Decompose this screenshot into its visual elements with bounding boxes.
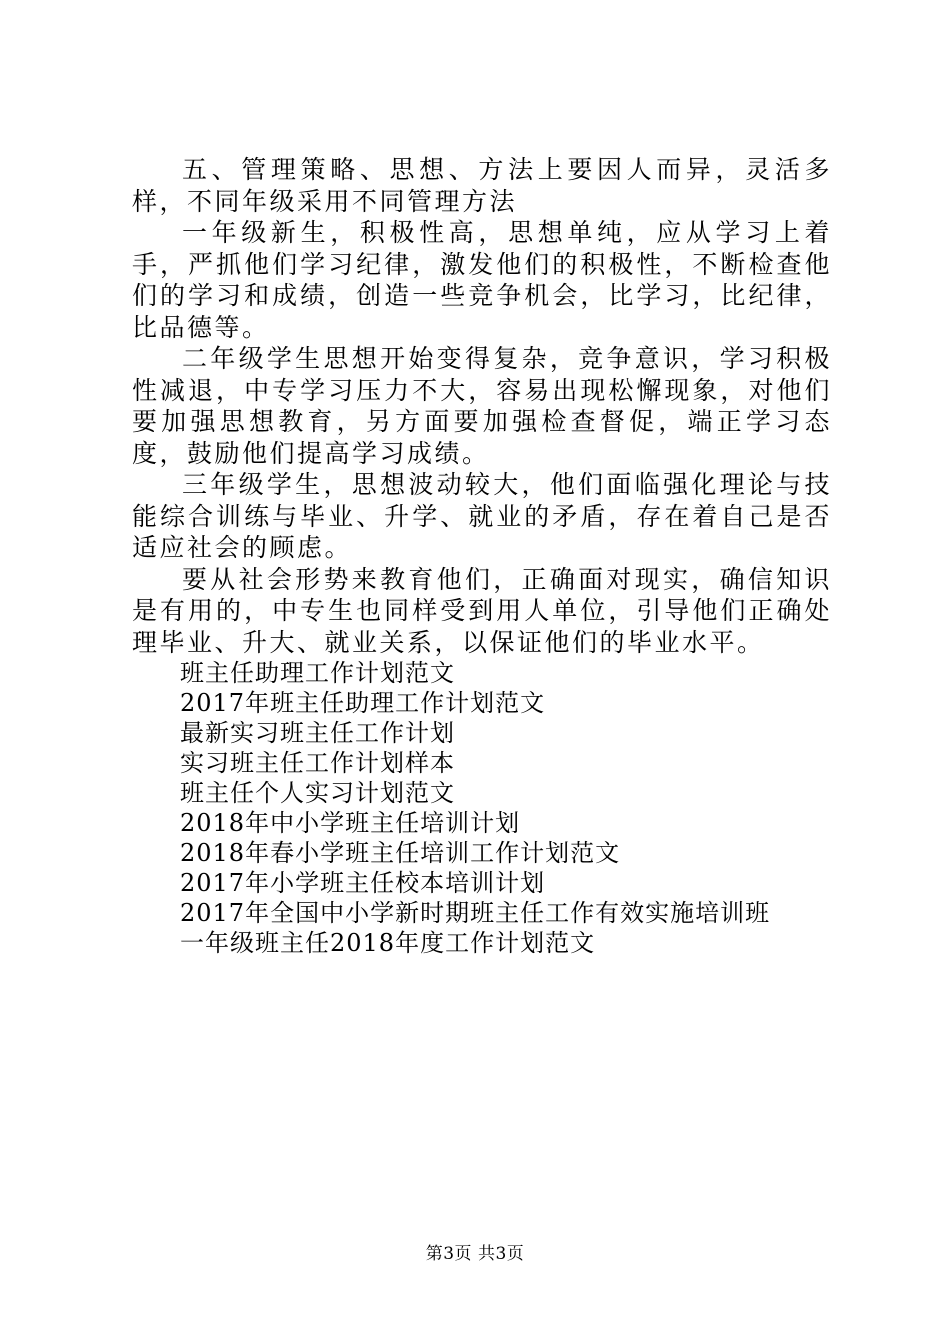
- list-item: 实习班主任工作计划样本: [180, 749, 455, 777]
- page-footer: 第3页 共3页: [425, 1244, 525, 1264]
- list-item: 2017年班主任助理工作计划范文: [180, 689, 546, 717]
- paragraph-third-year: 三年级学生，思想波动较大，他们面临强化理论与技能综合训练与毕业、升学、就业的矛盾，存在着自己是否适应社会的顾虑。: [132, 470, 832, 562]
- related-titles-list: [132, 658, 832, 958]
- list-item: 2017年全国中小学新时期班主任工作有效实施培训班: [180, 899, 771, 927]
- paragraph-first-year: 一年级新生，积极性高，思想单纯，应从学习上着手，严抓他们学习纪律，激发他们的积极性，不断检查他们的学习和成绩，创造一些竞争机会，比学习，比纪律，比品德等。: [132, 218, 832, 342]
- paragraph-management-strategy: 五、管理策略、思想、方法上要因人而异，灵活多样，不同年级采用不同管理方法: [132, 155, 832, 216]
- list-item: 一年级班主任2018年度工作计划范文: [180, 929, 596, 957]
- list-item: 班主任助理工作计划范文: [180, 659, 455, 687]
- list-item: 2018年中小学班主任培训计划: [180, 809, 521, 837]
- paragraph-second-year: 二年级学生思想开始变得复杂，竞争意识，学习积极性减退，中专学习压力不大，容易出现松懈现象，对他们要加强思想教育，另方面要加强检查督促，端正学习态度，鼓励他们提高学习成绩。: [132, 344, 832, 468]
- list-item: 班主任个人实习计划范文: [180, 779, 455, 807]
- list-item: 2018年春小学班主任培训工作计划范文: [180, 839, 621, 867]
- document-body: [132, 154, 832, 958]
- list-item: 最新实习班主任工作计划: [180, 719, 455, 747]
- paragraph-social-education: 要从社会形势来教育他们，正确面对现实，确信知识是有用的，中专生也同样受到用人单位，引导他们正确处理毕业、升大、就业关系，以保证他们的毕业水平。: [132, 564, 832, 657]
- list-item: 2017年小学班主任校本培训计划: [180, 869, 546, 897]
